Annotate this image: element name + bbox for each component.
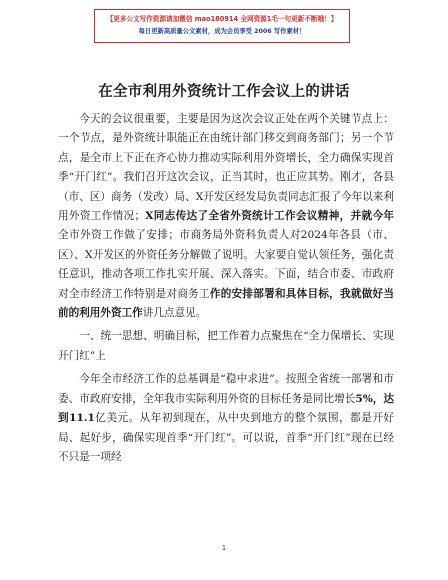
paragraph-1-run: 全市外资工作做了安排；市商务局外资科负责人对2024年各县（市、区）、X开发区的外资任务分解做了说明。大家要自觉认领任务，强化责任意识，推动各项工作扎实开展、深入落实。下面，结合市委、市政府对全市经济工作特别是对商务工 <box>58 229 394 300</box>
paragraph-1-run: 今天的会议很重要，主要是因为这次会议正处在两个关键节点上：一个节点，是外资统计职能正在由统计部门移交到商务部门；另一个节点，是全市上下正在齐心协力推动实际利用外资增长，全力确保实现首季“开门红”。我们召开这次会议，正当其时，也正应其势。刚才，各县（市、区）商务（发改）局、X开发区经发局负责同志汇报了今年以来利用外资工作情况； <box>58 113 394 223</box>
paragraph-3-run: 今年全市经济工作的总基调是“稳中求进”。按照全省统一部署和市委、市政府安排，全年我市实际利用外资的目标任务是同比增长 <box>58 373 394 405</box>
paragraph-1-run-bold: X同志传达了全省外资统计工作会议精神，并就今年 <box>145 210 394 223</box>
page-number: 1 <box>221 544 227 552</box>
paragraph-2-heading: 一、统一思想、明确目标，把工作着力点聚焦在“全力保增长、实现开门红”上 <box>58 330 394 362</box>
paragraph-1 <box>58 110 394 323</box>
document-body <box>58 110 394 467</box>
promo-banner <box>94 9 350 43</box>
paragraph-1-run-bold: 作的安排部署和具体目标，我就做好当前的利用外资工作 <box>58 287 395 320</box>
document-title: 在全市利用外资统计工作会议上的讲话 <box>98 84 350 100</box>
paragraph-3-run: 亿美元。从年初到现在，从中央到地方的整个氛围，都是开好局、起好步，确保实现首季“开门红”。可以说，首季“开门红”现在已经不只是一项经 <box>58 412 394 463</box>
paragraph-3-run-bold: 5%，达到11.1 <box>58 392 395 425</box>
paragraph-1-run: 讲几点意见。 <box>142 307 207 320</box>
promo-banner-line2: 每日更新高质量公文素材，成为会员享受 2006 写作素材！ <box>138 28 306 35</box>
promo-banner-line1: 【更多公文写作资源请加微信 mao180914 全网资源1毛一句更新不断哦！】 <box>106 15 338 23</box>
paragraph-3 <box>58 370 394 467</box>
